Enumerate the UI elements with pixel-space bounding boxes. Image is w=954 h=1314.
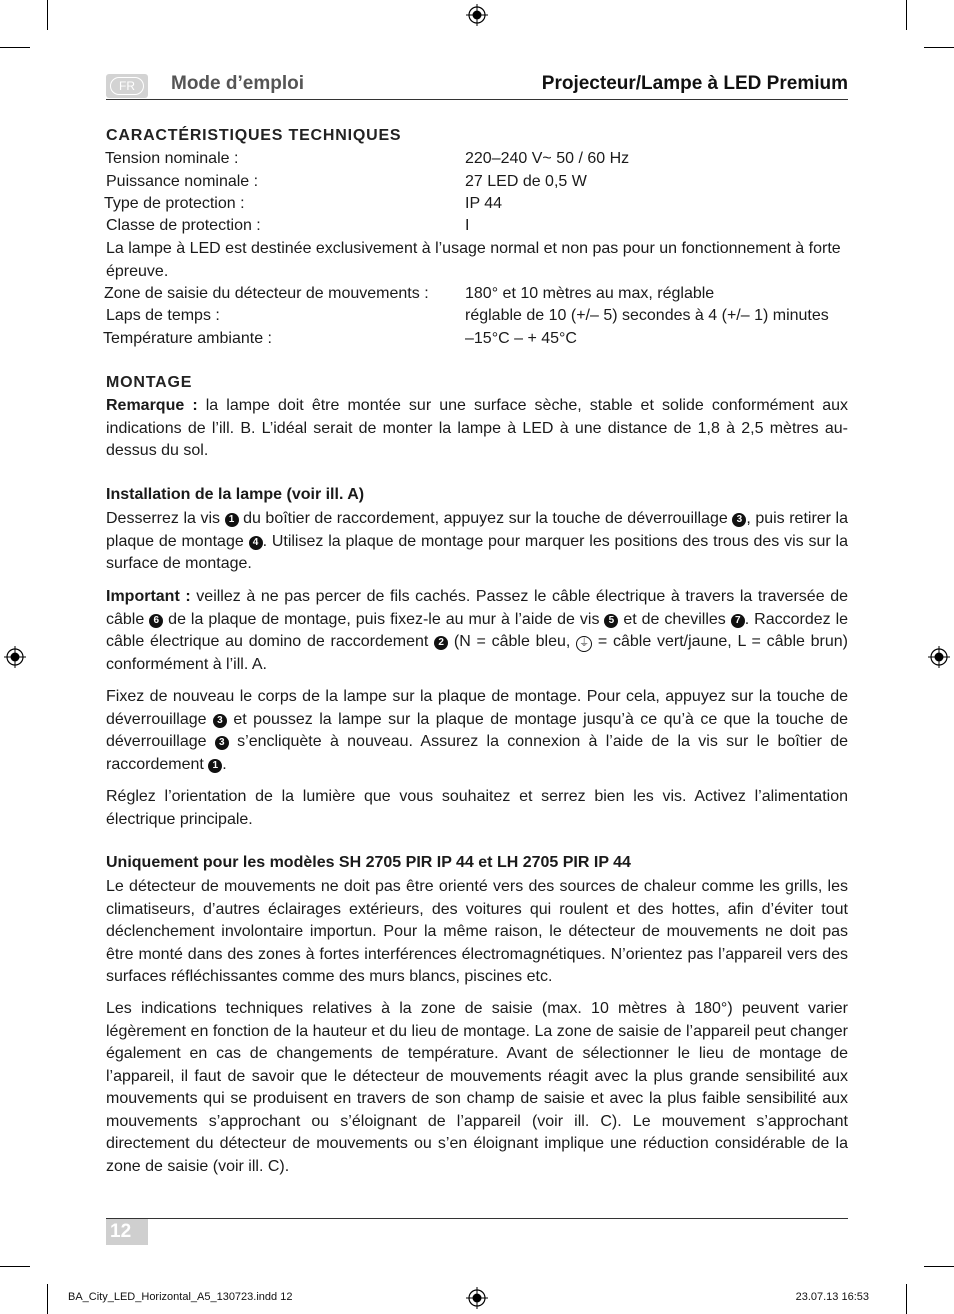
registration-mark-icon	[4, 646, 26, 668]
text-run: , puis retirer la plaque de montage	[106, 510, 848, 550]
registration-mark-icon	[466, 4, 488, 26]
spec-value: réglable de 10 (+/– 5) secondes à 4 (+/– 1) minutes	[465, 307, 829, 324]
text-run: Fixez de nouveau le corps de la lampe sur la plaque de montage. Pour cela, appuyez sur la touche de déverrouillage	[106, 688, 848, 728]
crop-mark	[906, 0, 907, 30]
document-title: Mode d’emploi	[171, 73, 304, 94]
crop-mark	[47, 1284, 48, 1314]
spec-value: 220–240 V~ 50 / 60 Hz	[465, 150, 630, 167]
language-badge	[106, 74, 148, 98]
spec-value: I	[465, 217, 470, 234]
text-run: et de chevilles	[618, 610, 731, 628]
spec-value: 180° et 10 mètres au max, réglable	[465, 285, 715, 302]
install-paragraph-1	[106, 508, 848, 576]
spec-label: Tension nominale :	[105, 150, 239, 167]
crop-mark	[906, 1284, 907, 1314]
callout-number: 3	[215, 736, 229, 750]
footer-filename: BA_City_LED_Horizontal_A5_130723.indd 12	[68, 1291, 293, 1303]
callout-number: 7	[731, 614, 745, 628]
callout-number: 1	[208, 759, 222, 773]
text-run: veillez à ne pas percer de fils cachés. Passez le câble électrique à travers la traversée de câble	[106, 588, 849, 628]
page-number: 12	[106, 1219, 148, 1245]
product-title: Projecteur/Lampe à LED Premium	[541, 73, 848, 94]
install-paragraph-3	[106, 686, 848, 776]
remark-label: Remarque :	[106, 397, 198, 414]
crop-mark	[0, 47, 30, 48]
section-heading-tech: CARACTÉRISTIQUES TECHNIQUES	[106, 127, 402, 144]
crop-mark	[924, 1266, 954, 1267]
text-run: . Utilisez la plaque de montage pour marquer les positions des trous des vis sur la surface de montage.	[106, 532, 848, 572]
install-paragraph-4: Réglez l’orientation de la lumière que vous souhaitez et serrez bien les vis. Activez l’alimentation électrique principale.	[106, 788, 848, 828]
text-run: . Raccordez le câble électrique au domino de raccordement	[106, 610, 849, 650]
text-run: s’encliquète à nouveau. Assurez la connexion à l’aide de la vis sur le boîtier de raccordement	[106, 733, 849, 773]
text-run: de la plaque de montage, puis fixez-le au mur à l’aide de vis	[163, 610, 605, 628]
install-paragraph-2	[106, 586, 848, 676]
callout-number: 3	[213, 714, 227, 728]
text-run: (N = câble bleu,	[448, 633, 577, 650]
text-run: du boîtier de raccordement, appuyez sur la touche de déverrouillage	[238, 510, 733, 527]
footer-date: 23.07.13 16:53	[795, 1291, 869, 1303]
registration-mark-icon	[466, 1287, 488, 1309]
text-run: .	[222, 755, 227, 773]
crop-mark	[47, 0, 48, 30]
spec-label: Laps de temps :	[106, 307, 220, 324]
text-run: et poussez la lampe sur la plaque de montage jusqu’à ce qu’à ce que la touche de déverrouillage	[106, 710, 849, 750]
callout-number: 6	[149, 614, 163, 628]
spec-value: IP 44	[465, 195, 503, 212]
ground-icon: ⏚	[576, 636, 592, 652]
spec-label: Puissance nominale :	[106, 173, 259, 190]
models-heading: Uniquement pour les modèles SH 2705 PIR IP 44 et LH 2705 PIR IP 44	[106, 854, 631, 871]
crop-mark	[0, 1266, 30, 1267]
remark-text: la lampe doit être montée sur une surface sèche, stable et solide conformément aux indications de l’ill. B. L’idéal serait de monter la lampe à LED à une distance de 1,8 à 2,5 mètres au-dessus du sol.	[106, 397, 849, 459]
important-label: Important :	[106, 588, 191, 605]
header-rule	[106, 99, 848, 100]
section-heading-montage: MONTAGE	[106, 374, 193, 391]
spec-label: Classe de protection :	[106, 217, 261, 234]
callout-number: 4	[249, 536, 263, 550]
montage-remark	[106, 395, 848, 463]
spec-value: –15°C – + 45°C	[465, 330, 577, 347]
text-run: Desserrez la vis	[106, 510, 225, 527]
callout-number: 3	[732, 513, 746, 527]
install-heading: Installation de la lampe (voir ill. A)	[106, 486, 365, 503]
models-paragraph-2: Les indications techniques relatives à la zone de saisie (max. 10 mètres à 180°) peuvent varier légèrement en fonction de la hauteur et du lieu de montage. La zone de saisie de l’appareil peut changer également en cas de changements de température. Avant de sélectionner le lieu de montage de l’appareil, il faut de savoir que le détecteur de mouvements réagit avec la plus grande sensibilité aux mouvements qui se produisent en travers de son champ de saisie et avec la plus faible sensibilité aux mouvements s’approchant ou s’éloignant de l’appareil (voir ill. C). Le mouvement s’approchant directement du détecteur de mouvements ou s’en éloignant implique une réduction considérable de la zone de saisie (voir ill. C).	[106, 1000, 848, 1175]
language-code: FR	[110, 77, 144, 95]
crop-mark	[924, 47, 954, 48]
spec-label: Type de protection :	[104, 195, 245, 212]
tech-note: La lampe à LED est destinée exclusivement à l’usage normal et non pas pour un fonctionnement à forte épreuve.	[106, 240, 841, 280]
footer-rule	[106, 1218, 848, 1219]
text-run: = câble vert/jaune, L = câble brun) conformément à l’ill. A.	[106, 633, 849, 673]
models-paragraph-1: Le détecteur de mouvements ne doit pas être orienté vers des sources de chaleur comme les grills, les climatiseurs, d’autres éclairages extérieurs, des voitures qui roulent et des hottes, afin d’éviter tout déclenchement involontaire importun. Pour la même raison, le détecteur de mouvements ne doit pas être monté dans des zones à fortes interférences électromagnétiques. N’orientez pas l’appareil vers des surfaces réfléchissantes comme des murs blancs, piscines etc.	[106, 878, 848, 985]
callout-number: 5	[604, 614, 618, 628]
spec-label: Zone de saisie du détecteur de mouvements :	[104, 285, 429, 302]
callout-number: 2	[434, 636, 448, 650]
callout-number: 1	[225, 513, 239, 527]
spec-label: Température ambiante :	[103, 330, 272, 347]
spec-value: 27 LED de 0,5 W	[465, 173, 587, 190]
registration-mark-icon	[928, 646, 950, 668]
